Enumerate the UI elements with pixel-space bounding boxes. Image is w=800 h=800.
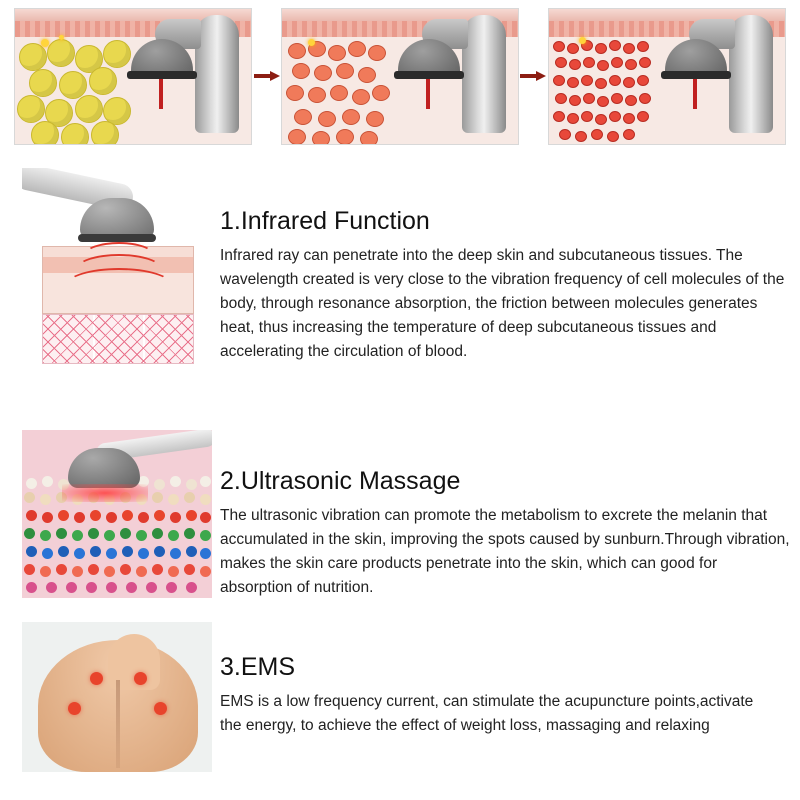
acupuncture-point	[154, 702, 167, 715]
section-title-infrared: 1.Infrared Function	[220, 207, 430, 235]
ultrasonic-illustration	[22, 430, 212, 598]
progression-arrow-2	[519, 8, 548, 143]
section-text-ems: EMS is a low frequency current, can stimulate the acupuncture points,activate the energy, to achieve the effect of weight loss, massaging and relaxing	[220, 693, 754, 734]
section-ultrasonic	[14, 430, 790, 620]
section-infrared	[14, 168, 786, 398]
stage-panel-3	[548, 8, 786, 145]
infrared-text-block	[220, 206, 786, 364]
section-text-ultrasonic: The ultrasonic vibration can promote the metabolism to excrete the melanin that accumulated in the skin, improving the spots caused by sunburn.Through vibration, makes the skin care products penetrate into the skin, which can good for absorption of nutrition.	[220, 507, 790, 596]
ems-illustration	[22, 622, 212, 772]
spark-icon	[579, 37, 586, 44]
section-title-ems: 3.EMS	[220, 653, 296, 681]
ems-text-block	[220, 652, 760, 738]
device-glow	[62, 484, 148, 502]
arrow-right-icon	[254, 71, 280, 81]
stage-panel-2	[281, 8, 519, 145]
ultrasonic-device-icon	[659, 8, 779, 145]
arrow-right-icon	[520, 71, 546, 81]
infrared-illustration	[22, 168, 212, 368]
treatment-progression-illustration	[14, 8, 786, 143]
spark-icon	[308, 39, 315, 46]
spark-icon	[41, 39, 49, 47]
spark-icon	[59, 35, 64, 40]
ultrasonic-text-block	[220, 466, 790, 600]
human-back-graphic	[38, 640, 198, 772]
connective-tissue-diagram	[42, 314, 194, 364]
progression-arrow-1	[252, 8, 281, 143]
ultrasonic-device-icon	[68, 448, 140, 488]
section-ems	[14, 622, 786, 782]
acupuncture-point	[68, 702, 81, 715]
ultrasonic-device-icon	[392, 8, 512, 145]
infrared-wave-icon	[66, 268, 172, 302]
section-text-infrared: Infrared ray can penetrate into the deep skin and subcutaneous tissues. The wavelength created is very close to the vibration frequency of cell molecules of the body, through resonance absorption, the friction between molecules generates heat, thus increasing the temperature of deep subcutaneous tissues and accelerating the circulation of blood.	[220, 247, 785, 360]
acupuncture-point	[134, 672, 147, 685]
stage-panel-1	[14, 8, 252, 145]
section-title-ultrasonic: 2.Ultrasonic Massage	[220, 467, 461, 495]
acupuncture-point	[90, 672, 103, 685]
ultrasonic-device-icon	[125, 8, 245, 145]
